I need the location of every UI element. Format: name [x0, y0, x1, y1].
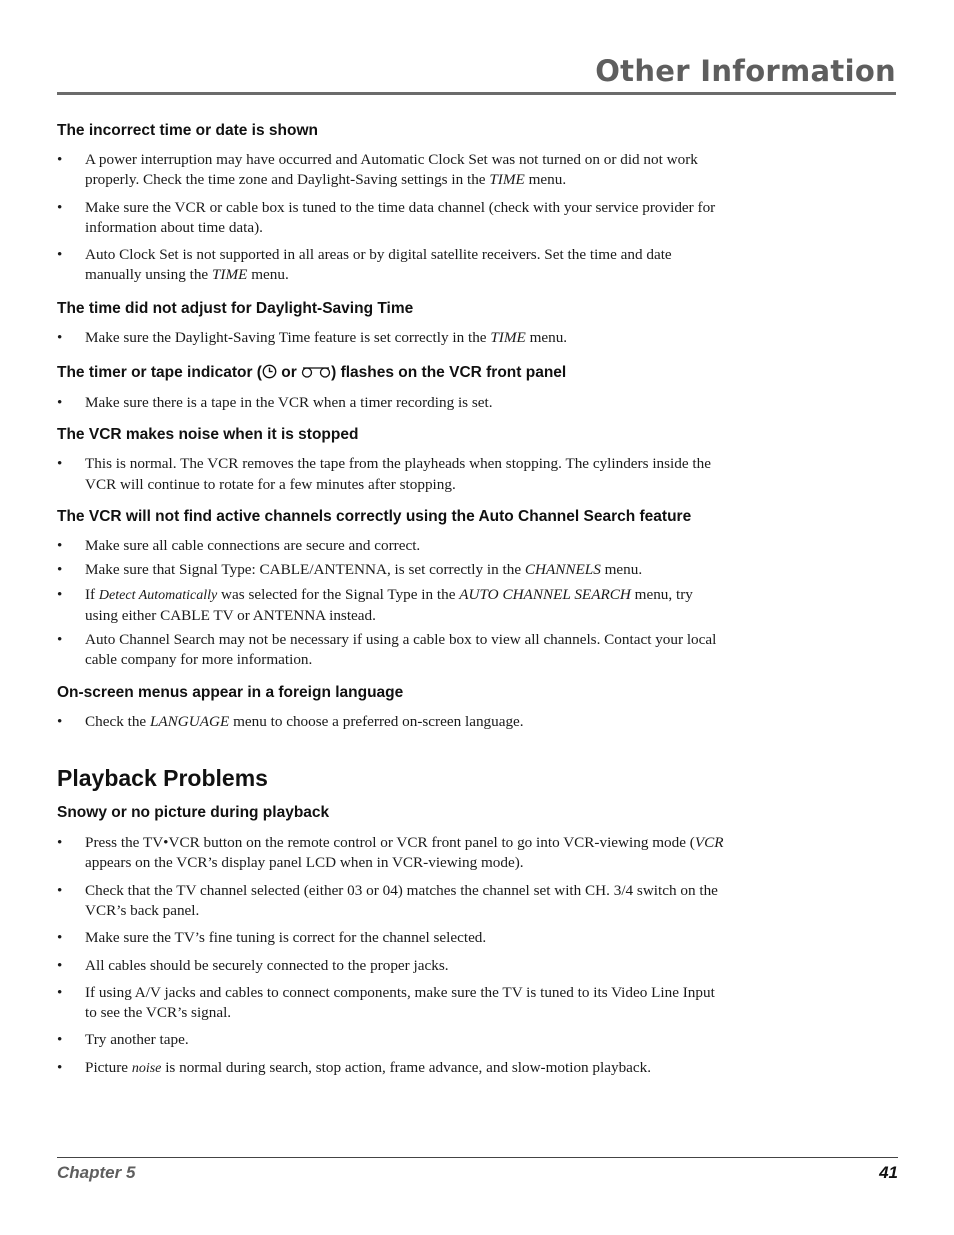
list-item — [57, 712, 725, 732]
menu-name: CHANNELS — [524, 561, 601, 579]
menu-name: TIME — [489, 171, 525, 189]
item-text: is normal during search, stop action, frame advance, and slow-motion playback. — [161, 1058, 652, 1076]
item-text: menu. — [525, 328, 568, 346]
playback-problems-title: Playback Problems — [57, 765, 268, 792]
chapter-label: Chapter 5 — [57, 1163, 136, 1182]
section-snowy-picture — [57, 804, 725, 1079]
item-text: menu. — [524, 171, 567, 189]
item-text: Picture — [85, 1058, 132, 1076]
bullet-list — [57, 833, 725, 1079]
section-heading: The VCR makes noise when it is stopped — [57, 426, 359, 444]
list-item: • Make sure the VCR or cable box is tuned to the time data channel (check with your service provider for information about time data). — [57, 198, 725, 239]
list-item: • Try another tape. — [57, 1030, 725, 1050]
bullet-list — [57, 328, 725, 348]
menu-name: LANGUAGE — [149, 712, 230, 730]
bullet-list — [57, 393, 725, 413]
page-number: 41 — [879, 1163, 898, 1182]
heading-text: or — [276, 364, 302, 382]
bullet-list — [57, 712, 725, 732]
list-item: • If using A/V jacks and cables to connect components, make sure the TV is tuned to its Video Line Input to see the VCR’s signal. — [57, 983, 725, 1024]
item-text: menu, try using either CABLE TV or ANTENNA instead. — [85, 585, 693, 624]
heading-text: ) flashes on the VCR front panel — [331, 364, 567, 382]
clock-icon — [262, 364, 277, 384]
page-header — [57, 52, 896, 95]
section-heading: Snowy or no picture during playback — [57, 804, 330, 822]
tape-icon — [301, 366, 331, 384]
bullet-list — [57, 454, 725, 495]
item-text: menu to choose a preferred on-screen language. — [229, 712, 524, 730]
bullet-list — [57, 150, 725, 286]
item-text: A power interruption may have occurred and Automatic Clock Set was not turned on or did not work properly. Check the time zone and Daylight-Saving settings in the — [85, 151, 698, 189]
section-incorrect-time — [57, 122, 725, 286]
item-text: was selected for the Signal Type in the — [217, 585, 460, 603]
item-text: If — [85, 585, 99, 603]
item-text: Make sure that Signal Type: CABLE/ANTENNA, is set correctly in the — [85, 561, 525, 579]
page-title: Other Information — [595, 54, 896, 88]
list-item — [57, 1058, 725, 1079]
section-heading: The time did not adjust for Daylight-Saving Time — [57, 299, 414, 317]
menu-name: TIME — [211, 266, 248, 284]
display-name: VCR — [694, 834, 724, 852]
list-item: • This is normal. The VCR removes the tape from the playheads when stopping. The cylinders inside the VCR will continue to rotate for a few minutes after stopping. — [57, 454, 725, 495]
list-item — [57, 245, 725, 286]
item-text: Auto Clock Set is not supported in all areas or by digital satellite receivers. Set the time and date manually unsing the — [85, 246, 672, 284]
list-item — [57, 585, 725, 627]
option-name: Detect Automatically — [98, 587, 218, 603]
term: noise — [131, 1060, 162, 1076]
item-text: appears on the VCR’s display panel LCD when in VCR-viewing mode). — [85, 854, 524, 872]
section-vcr-noise — [57, 426, 725, 495]
section-heading: On-screen menus appear in a foreign language — [57, 683, 404, 701]
page-footer — [57, 1157, 898, 1182]
list-item: • All cables should be securely connected to the proper jacks. — [57, 956, 725, 976]
section-foreign-language — [57, 684, 725, 732]
section-heading: The VCR will not find active channels correctly using the Auto Channel Search feature — [57, 507, 692, 525]
list-item: • Make sure all cable connections are secure and correct. — [57, 536, 725, 556]
page-content — [57, 122, 725, 1079]
menu-name: TIME — [490, 328, 526, 346]
item-text: menu. — [247, 266, 289, 284]
menu-name: AUTO CHANNEL SEARCH — [459, 585, 631, 603]
item-text: menu. — [600, 561, 643, 579]
item-text: Check the — [85, 712, 150, 730]
bullet-list — [57, 536, 725, 671]
section-auto-channel-search — [57, 508, 725, 671]
section-heading: The incorrect time or date is shown — [57, 122, 318, 139]
list-item — [57, 328, 725, 348]
item-text: Press the TV•VCR button on the remote control or VCR front panel to go into VCR-viewing mode ( — [85, 834, 695, 852]
list-item — [57, 560, 725, 580]
list-item — [57, 150, 725, 191]
list-item: • Auto Channel Search may not be necessary if using a cable box to view all channels. Contact your local cable company for more information. — [57, 630, 725, 671]
list-item: • Make sure there is a tape in the VCR when a timer recording is set. — [57, 393, 725, 413]
section-timer-indicator — [57, 364, 725, 413]
heading-text: The timer or tape indicator ( — [57, 364, 262, 382]
list-item: • Make sure the TV’s fine tuning is correct for the channel selected. — [57, 928, 725, 948]
section-daylight-saving — [57, 300, 725, 348]
list-item — [57, 833, 725, 874]
list-item: • Check that the TV channel selected (either 03 or 04) matches the channel set with CH. 3/4 switch on the VCR’s back panel. — [57, 881, 725, 922]
section-heading — [57, 364, 725, 384]
item-text: Make sure the Daylight-Saving Time feature is set correctly in the — [85, 328, 491, 346]
